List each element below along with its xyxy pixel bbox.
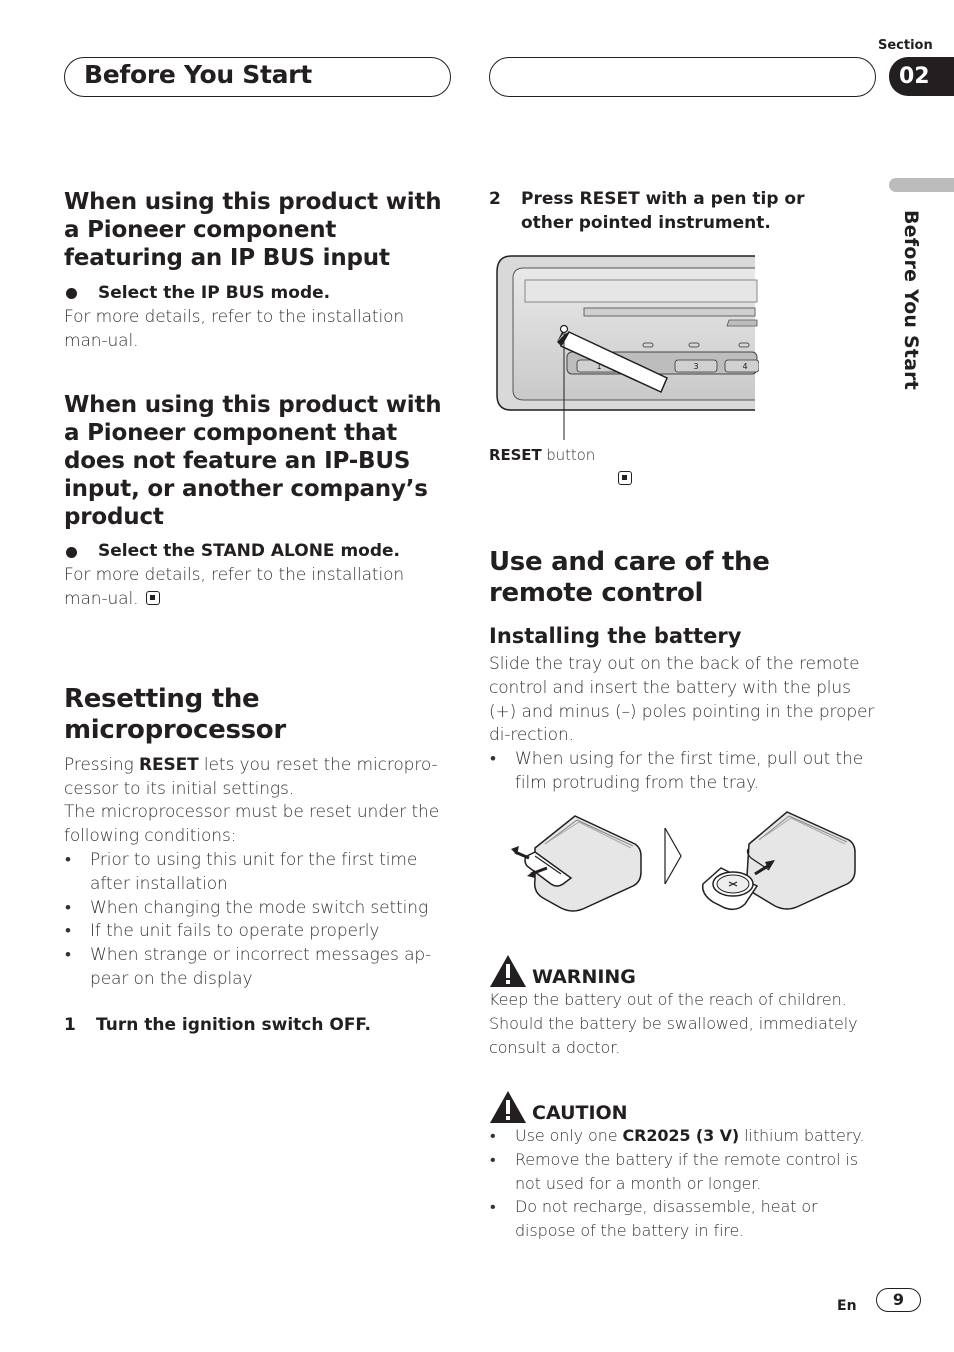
remote-section xyxy=(489,547,881,796)
caution-b1-prefix: Use only one xyxy=(515,1126,623,1145)
caution-b1-bold: CR2025 (3 V) xyxy=(622,1126,740,1145)
ipbus-step xyxy=(64,282,448,306)
battery-bullet-list xyxy=(489,748,881,796)
reset-p1-suffix: lets you reset the micropro-cessor to its initial settings. xyxy=(64,754,438,799)
list-item: • When changing the mode switch setting xyxy=(64,897,448,921)
warning-text: Keep the battery out of the reach of children. Should the battery be swallowed, immediately consult a doctor. xyxy=(489,990,858,1057)
caution-list xyxy=(489,1124,881,1243)
reset-paragraph-2: The microprocessor must be reset under the following conditions: xyxy=(64,802,440,847)
list-item xyxy=(489,1124,881,1148)
preset-button-1-label: 1 xyxy=(596,362,602,371)
caution-triangle-icon xyxy=(489,1090,527,1124)
list-item: • Prior to using this unit for the first time after installation xyxy=(64,849,448,897)
section-number: 02 xyxy=(889,57,954,96)
standalone-text: For more details, refer to the installation man-ual. xyxy=(64,565,405,609)
left-column xyxy=(64,188,448,1038)
list-item: • When strange or incorrect messages ap-pear on the display xyxy=(64,944,448,992)
side-tab-marker xyxy=(889,178,954,192)
bullet-dot xyxy=(66,547,77,558)
battery-text: Slide the tray out on the back of the remote control and insert the battery with the plus (+) and minus (–) poles pointing in the proper di-rection. xyxy=(489,654,875,746)
battery-install-illustration xyxy=(505,808,865,918)
battery-heading: Installing the battery xyxy=(489,624,742,648)
list-item: • If the unit fails to operate properly xyxy=(64,920,448,944)
list-item: • Remove the battery if the remote control is not used for a month or longer. xyxy=(489,1148,881,1196)
warning-block xyxy=(489,954,881,1059)
warning-triangle-icon xyxy=(489,954,527,988)
step-2-text: Press RESET with a pen tip or other pointed instrument. xyxy=(521,189,805,233)
end-mark-icon xyxy=(146,591,160,605)
list-item: • When using for the first time, pull out the film protruding from the tray. xyxy=(489,748,881,796)
reset-p1-bold: RESET xyxy=(138,754,199,775)
caution-block xyxy=(489,1090,881,1243)
list-item: • Do not recharge, disassemble, heat or dispose of the battery in fire. xyxy=(489,1195,881,1243)
reset-caption-bold: RESET xyxy=(489,446,542,464)
reset-paragraph-1 xyxy=(64,754,448,802)
language-label: En xyxy=(837,1298,857,1314)
header-blank-frame xyxy=(489,57,876,97)
page-number: 9 xyxy=(876,1288,921,1312)
preset-button-4-label: 4 xyxy=(742,362,748,371)
step-1-text: Turn the ignition switch OFF. xyxy=(96,1014,372,1035)
bullet-dot xyxy=(66,288,77,299)
warning-header xyxy=(489,954,881,988)
step-2 xyxy=(489,188,849,236)
reset-caption-rest: button xyxy=(541,446,596,464)
standalone-step-text: Select the STAND ALONE mode. xyxy=(98,541,401,562)
preset-button-3-label: 3 xyxy=(693,362,699,371)
caution-header xyxy=(489,1090,881,1124)
reset-p1-prefix: Pressing xyxy=(64,754,139,775)
step-1 xyxy=(64,1014,448,1038)
standalone-step xyxy=(64,540,448,564)
ipbus-step-text: Select the IP BUS mode. xyxy=(98,283,331,303)
header-title: Before You Start xyxy=(84,60,312,89)
reset-button-caption xyxy=(489,445,595,465)
ipbus-heading: When using this product with a Pioneer component featuring an IP BUS input xyxy=(64,189,442,271)
reset-conditions-list xyxy=(64,849,448,992)
standalone-heading: When using this product with a Pioneer component that does not feature an IP-BUS input, or another company’s product xyxy=(64,392,442,531)
step-1-number: 1 xyxy=(64,1014,76,1035)
section-label: Section xyxy=(878,38,933,53)
warning-title: WARNING xyxy=(532,966,636,988)
remote-heading: Use and care of the remote control xyxy=(489,547,770,608)
caution-title: CAUTION xyxy=(532,1102,628,1124)
step-2-number: 2 xyxy=(489,189,501,209)
standalone-text-block xyxy=(64,564,448,612)
ipbus-text: For more details, refer to the installation man-ual. xyxy=(64,306,405,351)
caution-b1-suffix: lithium battery. xyxy=(739,1126,865,1145)
side-tab-text: Before You Start xyxy=(900,210,922,391)
step-2-row xyxy=(489,188,849,236)
head-unit-reset-illustration xyxy=(489,250,759,445)
reset-heading: Resetting the microprocessor xyxy=(64,683,286,745)
end-mark-icon xyxy=(618,471,632,485)
